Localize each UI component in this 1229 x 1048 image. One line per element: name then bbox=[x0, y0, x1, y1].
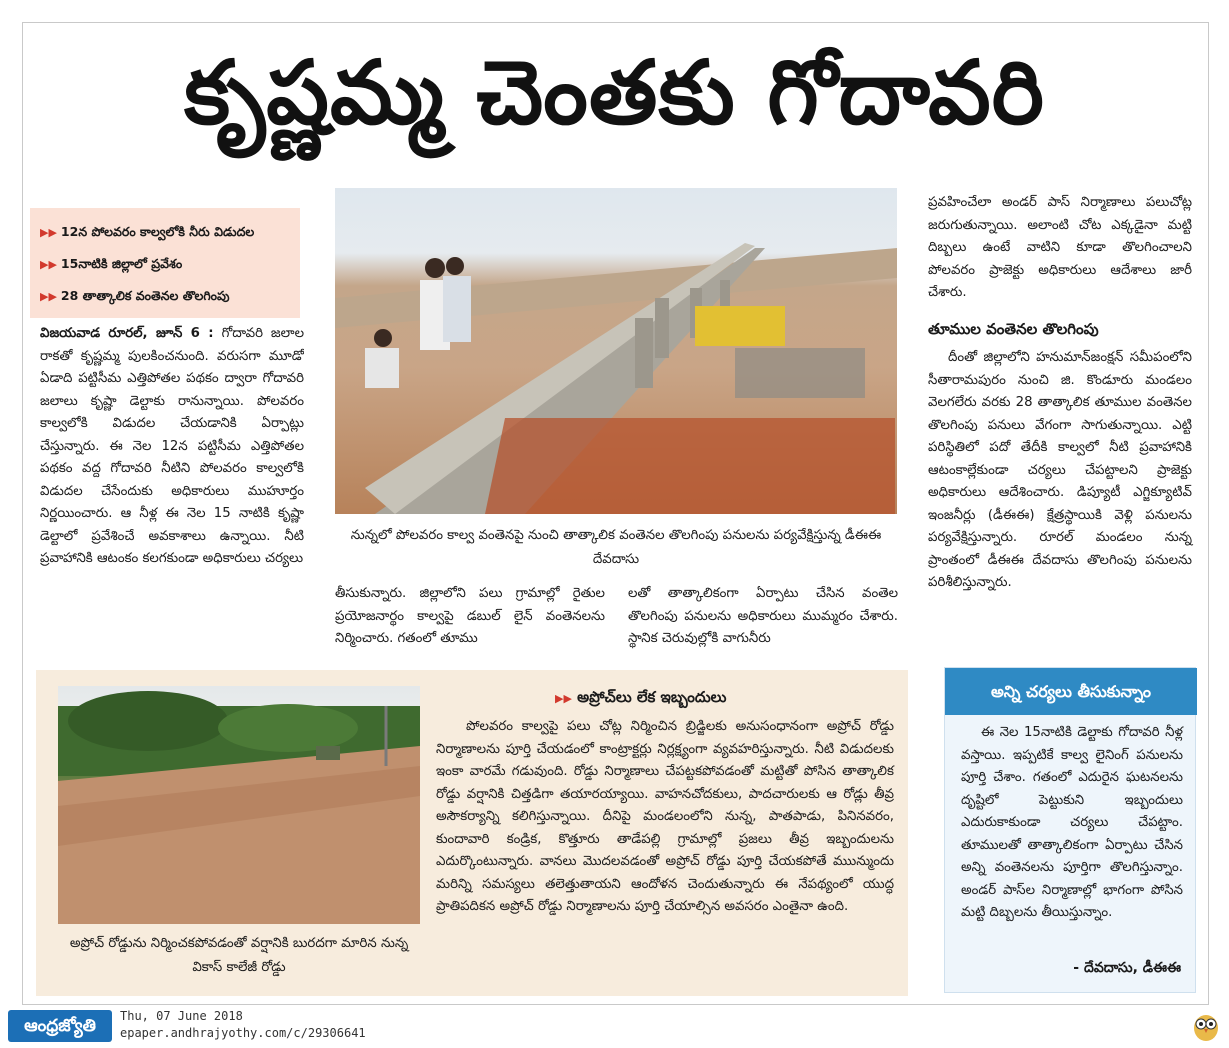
headline: కృష్ణమ్మ చెంతకు గోదావరి bbox=[184, 41, 1045, 144]
edition-date: Thu, 07 June 2018 bbox=[120, 1009, 243, 1023]
quote-panel bbox=[944, 667, 1196, 993]
highlight-item: ▶▶ 28 తాత్కాలిక వంతెనల తొలగింపు bbox=[40, 288, 230, 303]
quote-body bbox=[961, 722, 1183, 925]
footer-meta bbox=[120, 1008, 366, 1042]
column-3-text: లతో తాత్కాలికంగా ఏర్పాటు చేసిన వంతెల తొలగింపు పనులను అధికారులు ముమ్మరం చేశారు. స్థానిక చెరువుల్లోకి వాగునీరు bbox=[628, 586, 898, 646]
road-photo-illustration bbox=[58, 686, 420, 924]
approach-article bbox=[436, 716, 894, 919]
article-column-1 bbox=[40, 323, 304, 663]
dateline: విజయవాడ రూరల్‌, జూన్‌ 6 : bbox=[40, 326, 214, 341]
approach-subheading: ▶▶ అప్రోచ్‌లు లేక ఇబ్బందులు bbox=[555, 688, 727, 706]
road-photo-caption: అప్రోచ్‌ రోడ్డును నిర్మించకపోవడంతో వర్షానికి బురదగా మారిన నున్న వికాస్‌ కాలేజీ రోడ్డు bbox=[69, 936, 409, 975]
highlight-item: ▶▶ 12న పోలవరం కాల్వలోకి నీరు విడుదల bbox=[40, 224, 255, 239]
article-column-4 bbox=[928, 192, 1192, 305]
double-arrow-icon: ▶▶ bbox=[40, 290, 57, 303]
article-column-4-continued bbox=[928, 347, 1192, 595]
quote-text: ఈ నెల 15నాటికి డెల్టాకు గోదావరి నీళ్ల వస్తాయి. ఇప్పటికే కాల్వ లైనింగ్‌ పనులను పూర్తి చేశాం. గతంలో ఎదురైన ఘటనలను దృష్టిలో పెట్టుకుని ఇబ్బందులు ఎదురుకాకుండా చర్యలు చేపట్టాం. తూములతో తాత్కాలికంగా ఏర్పాటు చేసిన అన్ని వంతెనలను పూర్తిగా తొలగిస్తున్నాం. అండర్‌ పాస్‌ల నిర్మాణాల్లో భాగంగా పోసిన మట్టి దిబ్బలను తీయిస్తున్నాం. bbox=[961, 725, 1183, 920]
double-arrow-icon: ▶▶ bbox=[555, 692, 572, 705]
double-arrow-icon: ▶▶ bbox=[40, 226, 57, 239]
removal-subheading: తూముల వంతెనల తొలగింపు bbox=[928, 320, 1099, 338]
bridge-photo-illustration bbox=[335, 188, 897, 514]
approach-text: పోలవరం కాల్వపై పలు చోట్ల నిర్మించిన బ్రిడ్జిలకు అనుసంధానంగా అప్రోచ్‌ రోడ్డు నిర్మాణాలను పూర్తి చేయడంలో కాంట్రాక్టర్లు నిర్లక్ష్యంగా వ్యవహరిస్తున్నారు. నీటి విడుదలకు ఇంకా వారమే గడువుంది. రోడ్డు నిర్మాణాలు చేపట్టకపోవడంతో మట్టితో పోసిన తాత్కాలిక రోడ్డు వర్షానికి చిత్తడిగా తయారయ్యాయి. వాహనచోదకులు, పాదచారులకు ఆ రోడ్లు తీవ్ర అసౌకర్యాన్ని కలిగిస్తున్నాయి. దీనిపై మండలంలోని నున్న, పాతపాడు, పినినవరం, కుందావారి కండ్రిక, కొత్తూరు తాడేపల్లి గ్రామాల్లో ప్రజలు తీవ్ర ఇబ్బందులను ఎదుర్కొంటున్నారు. వానలు మొదలవడంతో అప్రోచ్‌ రోడ్డు పూర్తి చేయకపోతే ముున్ముందు మరిన్ని సమస్యలు తలెత్తుతాయని ఆందోళన చెందుతున్నారు ఈ నేపథ్యంలో యుద్ధ ప్రాతిపదికన అప్రోచ్‌ రోడ్డు నిర్మాణాలను పూర్తి చేయాల్సిన అవసరం ఎంతైనా ఉంది. bbox=[436, 719, 894, 914]
highlight-item: ▶▶ 15నాటికి జిల్లాలో ప్రవేశం bbox=[40, 256, 183, 271]
epaper-url[interactable]: epaper.andhrajyothy.com/c/29306641 bbox=[120, 1026, 366, 1040]
double-arrow-icon: ▶▶ bbox=[40, 258, 57, 271]
column-2-text: తీసుకున్నారు. జిల్లాలోని పలు గ్రామాల్లో రైతుల ప్రయోజనార్థం కాల్వపై డబుల్‌ లైన్‌ వంతెనలను నిర్మించారు. గతంలో తూము bbox=[335, 586, 605, 646]
column-1-text: గోదావరి జలాల రాకతో కృష్ణమ్మ పులకించనుంది. వరుసగా మూడో ఏడాది పట్టిసీమ ఎత్తిపోతల పథకం ద్వారా గోదావరి జలాలు కృష్ణా డెల్టాకు రానున్నాయి. పోలవరం కాల్వలోకి విడుదల చేయడానికి ఏర్పాట్లు చేస్తున్నారు. ఈ నెల 12న పట్టిసీమ ఎత్తిపోతల పథకం వద్ద గోదావరి నీటిని పోలవరం కాల్వలోకి విడుదల చేసేందుకు అధికారులు ముహూర్తం నిర్ణయించారు. ఆ నీళ్ల ఈ నెల 15 నాటికి కృష్ణా డెల్టాలో ప్రవేశించే అవకాశాలు ఉన్నాయి. నీటి ప్రవాహానికి ఆటంకం కలగకుండా అధికారులు చర్యలు bbox=[40, 326, 304, 566]
article-column-3 bbox=[628, 583, 898, 651]
bridge-photo-caption: నున్నలో పోలవరం కాల్వ వంతెనపై నుంచి తాత్కాలిక వంతెనల తొలగింపు పనులను పర్యవేక్షిస్తున్న డీఈఈ దేవదాసు bbox=[350, 528, 882, 567]
quote-attribution: - దేవదాసు, డీఈఈ bbox=[1073, 960, 1181, 976]
highlights-box bbox=[30, 208, 300, 318]
road-photo bbox=[58, 686, 420, 924]
quote-heading: అన్ని చర్యలు తీసుకున్నాం bbox=[945, 668, 1197, 715]
column-4-text-2: దీంతో జిల్లాలోని హనుమాన్‌జంక్షన్‌ సమీపంలోని సీతారామపురం నుంచి జి. కొండూరు మండలం వెలగలేరు వరకు 28 తాత్కాలిక తూముల వంతెనల తొలగింపు పనులు వేగంగా సాగుతున్నాయి. ఎట్టి పరిస్థితిలో పదో తేదీకి కాల్వలో నీటి ప్రవాహానికి ఆటంకాల్లేకుండా చర్యలు చేపట్టాలని ప్రాజెక్టు అధికారులు ఆదేశించారు. డిప్యూటీ ఎగ్జిక్యూటివ్‌ ఇంజనీర్లు (డీఈఈ) క్షేత్రస్థాయికి వెళ్లి పనులను పర్యవేక్షిస్తున్నారు. రూరల్‌ మండలం నున్న ప్రాంతంలో డీఈఈ దేవదాసు తొలగింపు పనులను పరిశీలిస్తున్నారు. bbox=[928, 350, 1192, 590]
bridge-photo bbox=[335, 188, 897, 514]
newspaper-logo: ఆంధ్రజ్యోతి bbox=[8, 1010, 112, 1042]
column-4-text: ప్రవహించేలా అండర్‌ పాస్‌ నిర్మాణాలు పలుచోట్ల జరుగుతున్నాయి. అలాంటి చోట ఎక్కడైనా మట్టి దిబ్బలు ఉంటే వాటిని కూడా తొలగించాలని పోలవరం ప్రాజెక్టు అధికారులు ఆదేశాలు జారీ చేశారు. bbox=[928, 195, 1192, 300]
owl-mascot-icon bbox=[1193, 1010, 1219, 1042]
article-column-2 bbox=[335, 583, 605, 651]
